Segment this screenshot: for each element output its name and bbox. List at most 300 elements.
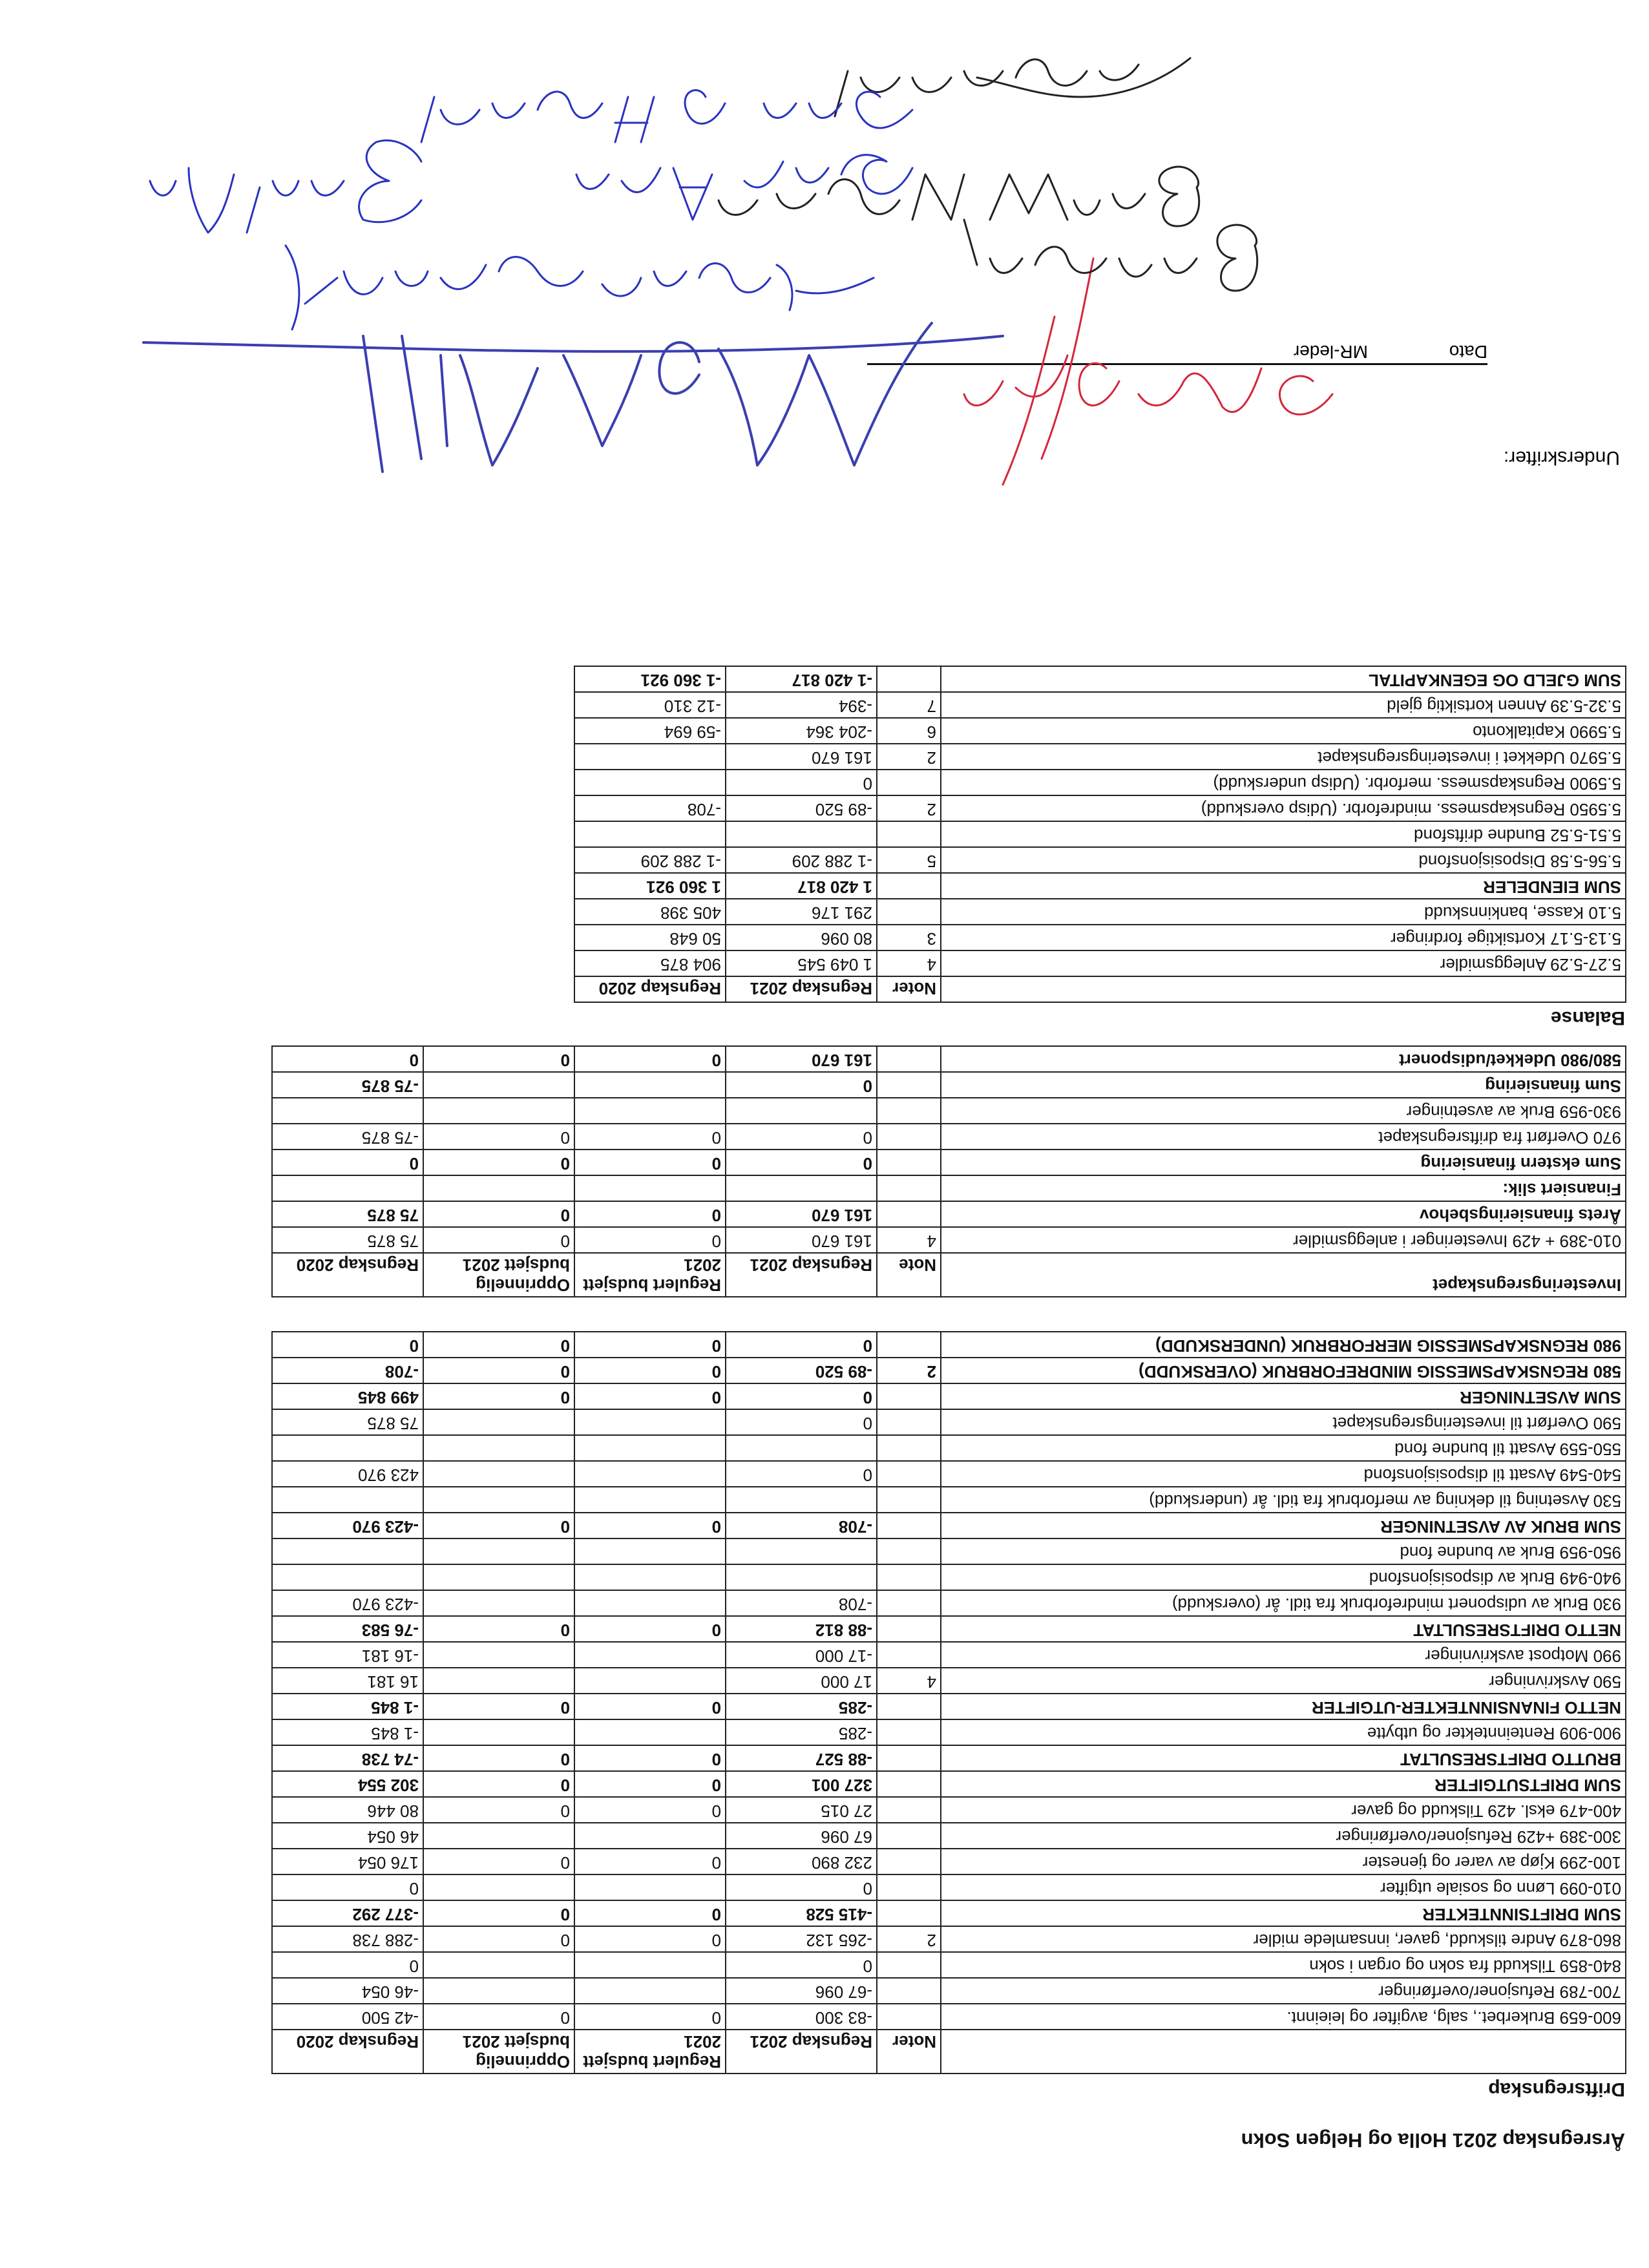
cell-regnskap-2021 (726, 1098, 877, 1124)
cell-regnskap-2021: 1 049 545 (726, 950, 877, 976)
cell-note: 2 (877, 744, 941, 770)
cell-regnskap-2020: -377 292 (272, 1900, 423, 1926)
balanse-row (574, 795, 1626, 821)
balanse-body (574, 666, 1626, 976)
cell-regnskap-2021 (726, 821, 877, 847)
cell-note (877, 1409, 941, 1435)
cell-regnskap-2020: -708 (574, 795, 726, 821)
signature-line (867, 363, 1487, 365)
cell-note (877, 1564, 941, 1590)
cell-regnskap-2021: 161 670 (726, 744, 877, 770)
cell-regnskap-2020 (272, 1564, 423, 1590)
driftsregnskap-row (272, 1616, 1626, 1642)
cell-regnskap-2021 (726, 1564, 877, 1590)
cell-description: Sum finansiering (941, 1072, 1626, 1098)
cell-regnskap-2020: 499 845 (272, 1383, 423, 1409)
driftsregnskap-row (272, 1590, 1626, 1616)
driftsregnskap-row (272, 1487, 1626, 1513)
cell-regnskap-2021: 161 670 (726, 1227, 877, 1253)
cell-regnskap-2020: 80 446 (272, 1797, 423, 1823)
dato-label: Dato (1449, 342, 1487, 362)
cell-note: 2 (877, 795, 941, 821)
driftsregnskap-row (272, 1435, 1626, 1461)
cell-description: 5.27-5.29 Anleggsmidler (941, 950, 1626, 976)
cell-regulert-budsjett: 0 (574, 1046, 726, 1072)
investeringsregnskap-row (272, 1098, 1626, 1124)
signature-trond-ness (150, 140, 421, 233)
cell-description: 600-659 Brukerbet., salg, avgifter og leieinnt. (941, 2004, 1626, 2030)
table-header-row (272, 1253, 1626, 1297)
cell-regnskap-2021: -67 096 (726, 1978, 877, 2004)
driftsregnskap-row (272, 1383, 1626, 1409)
cell-description: 540-549 Avsatt til disposisjonsfond (941, 1461, 1626, 1487)
cell-note (877, 1124, 941, 1150)
balanse-row (574, 925, 1626, 950)
cell-description: Sum ekstern finansiering (941, 1150, 1626, 1175)
cell-note: 3 (877, 925, 941, 950)
header-opprinnelig-budsjett: Opprinnelig budsjett 2021 (423, 2030, 574, 2074)
cell-opprinnelig-budsjett (423, 1823, 574, 1849)
cell-regnskap-2020: 423 970 (272, 1461, 423, 1487)
cell-description: 940-949 Bruk av disposisjonsfond (941, 1564, 1626, 1590)
cell-description: 530 Avsetning til dekning av merforbruk fra tidl. år (underskudd) (941, 1487, 1626, 1513)
balanse-row (574, 744, 1626, 770)
cell-regulert-budsjett (574, 1487, 726, 1513)
cell-regnskap-2021: 0 (726, 1150, 877, 1175)
header-investeringsregnskapet: Investeringsregnskapet (941, 1253, 1626, 1297)
cell-regnskap-2020 (272, 1098, 423, 1124)
cell-regnskap-2020: -75 875 (272, 1124, 423, 1150)
driftsregnskap-row (272, 1538, 1626, 1564)
cell-regnskap-2021: -285 (726, 1694, 877, 1719)
cell-description: 980 REGNSKAPSMESSIG MERFORBRUK (UNDERSKUDD) (941, 1332, 1626, 1358)
cell-regnskap-2020: 405 398 (574, 899, 726, 925)
header-regnskap-2021: Regnskap 2021 (726, 1253, 877, 1297)
cell-note (877, 1797, 941, 1823)
cell-regulert-budsjett (574, 1435, 726, 1461)
cell-description: 580 REGNSKAPSMESSIG MINDREFORBRUK (OVERSKUDD) (941, 1358, 1626, 1383)
investeringsregnskap-row (272, 1227, 1626, 1253)
cell-description: 990 Motpost avskrivninger (941, 1642, 1626, 1668)
header-description (941, 2030, 1626, 2074)
cell-regnskap-2020: -1 845 (272, 1719, 423, 1745)
cell-note (877, 1978, 941, 2004)
cell-regnskap-2020 (272, 1175, 423, 1201)
cell-regnskap-2020: -12 310 (574, 692, 726, 718)
cell-regnskap-2021: 161 670 (726, 1046, 877, 1072)
cell-note: 6 (877, 718, 941, 744)
cell-description: 5.5900 Regnskapsmess. merforbr. (Udisp underskudd) (941, 770, 1626, 795)
cell-opprinnelig-budsjett: 0 (423, 1797, 574, 1823)
driftsregnskap-row (272, 1358, 1626, 1383)
driftsregnskap-row (272, 1745, 1626, 1771)
cell-opprinnelig-budsjett (423, 1461, 574, 1487)
driftsregnskap-row (272, 1694, 1626, 1719)
cell-regnskap-2020 (272, 1487, 423, 1513)
cell-note (877, 1072, 941, 1098)
cell-regnskap-2020: 75 875 (272, 1227, 423, 1253)
cell-note: 2 (877, 1358, 941, 1383)
cell-regulert-budsjett (574, 1175, 726, 1201)
cell-regulert-budsjett (574, 1564, 726, 1590)
cell-description: 930-959 Bruk av avsetninger (941, 1098, 1626, 1124)
cell-description: 840-859 Tilskudd fra sokn og organ i sokn (941, 1952, 1626, 1978)
cell-description: SUM GJELD OG EGENKAPITAL (941, 666, 1626, 692)
cell-regnskap-2020: 75 875 (272, 1409, 423, 1435)
balanse-table (574, 666, 1626, 1003)
mr-leder-label: MR-leder (1293, 342, 1368, 362)
driftsregnskap-row (272, 1797, 1626, 1823)
cell-regulert-budsjett: 0 (574, 1926, 726, 1952)
cell-description: Finansiert slik: (941, 1175, 1626, 1201)
cell-note (877, 1046, 941, 1072)
cell-opprinnelig-budsjett (423, 1952, 574, 1978)
cell-note (877, 1616, 941, 1642)
cell-opprinnelig-budsjett: 0 (423, 1358, 574, 1383)
cell-regnskap-2020: 46 054 (272, 1823, 423, 1849)
cell-description: 950-959 Bruk av bundne fond (941, 1538, 1626, 1564)
cell-note: 4 (877, 1227, 941, 1253)
signature-eric-ahne (576, 155, 912, 220)
cell-description: 5.10 Kasse, bankinnskudd (941, 899, 1626, 925)
driftsregnskap-row (272, 1823, 1626, 1849)
cell-note (877, 1900, 941, 1926)
cell-regulert-budsjett: 0 (574, 1332, 726, 1358)
driftsregnskap-row (272, 1332, 1626, 1358)
cell-description: SUM EIENDELER (941, 873, 1626, 899)
cell-regulert-budsjett: 0 (574, 1900, 726, 1926)
cell-regnskap-2020: 50 648 (574, 925, 726, 950)
cell-note: 4 (877, 1668, 941, 1694)
cell-regulert-budsjett (574, 1538, 726, 1564)
cell-description: 5.5970 Udekket i investeringsregnskapet (941, 744, 1626, 770)
cell-description: 010-389 + 429 Investeringer i anleggsmidler (941, 1227, 1626, 1253)
cell-opprinnelig-budsjett (423, 1642, 574, 1668)
cell-regnskap-2021: 0 (726, 1874, 877, 1900)
cell-regnskap-2021: -415 528 (726, 1900, 877, 1926)
cell-note (877, 1874, 941, 1900)
cell-regnskap-2021: 0 (726, 1952, 877, 1978)
cell-regulert-budsjett (574, 1098, 726, 1124)
cell-regnskap-2021: -17 000 (726, 1642, 877, 1668)
cell-regnskap-2020: 0 (272, 1332, 423, 1358)
table-header-row (272, 2030, 1626, 2074)
cell-note (877, 1461, 941, 1487)
driftsregnskap-row (272, 1771, 1626, 1797)
cell-regnskap-2020: 302 554 (272, 1771, 423, 1797)
cell-note (877, 1745, 941, 1771)
cell-description: Årets finansieringsbehov (941, 1201, 1626, 1227)
cell-regnskap-2021: -394 (726, 692, 877, 718)
cell-note (877, 1952, 941, 1978)
cell-regnskap-2020: -1 360 921 (574, 666, 726, 692)
cell-note (877, 1487, 941, 1513)
investeringsregnskap-row (272, 1072, 1626, 1098)
investeringsregnskap-row (272, 1124, 1626, 1150)
cell-regnskap-2020: 16 181 (272, 1668, 423, 1694)
cell-opprinnelig-budsjett: 0 (423, 1046, 574, 1072)
cell-regulert-budsjett (574, 1874, 726, 1900)
cell-description: 400-479 eksl. 429 Tilskudd og gaver (941, 1797, 1626, 1823)
cell-regnskap-2021: 17 000 (726, 1668, 877, 1694)
cell-opprinnelig-budsjett: 0 (423, 1900, 574, 1926)
cell-opprinnelig-budsjett (423, 1668, 574, 1694)
cell-regnskap-2020: 0 (272, 1952, 423, 1978)
signature-helge-skjerdal (835, 58, 1190, 116)
driftsregnskap-row (272, 1461, 1626, 1487)
driftsregnskap-row (272, 1900, 1626, 1926)
cell-opprinnelig-budsjett: 0 (423, 1332, 574, 1358)
cell-regulert-budsjett: 0 (574, 1797, 726, 1823)
cell-regnskap-2020 (574, 770, 726, 795)
cell-opprinnelig-budsjett (423, 1098, 574, 1124)
cell-regnskap-2021: -89 520 (726, 795, 877, 821)
cell-regulert-budsjett: 0 (574, 1383, 726, 1409)
cell-regulert-budsjett: 0 (574, 1150, 726, 1175)
cell-regulert-budsjett: 0 (574, 1616, 726, 1642)
driftsregnskap-title: Driftsregnskap (1488, 2079, 1625, 2100)
cell-description: 5.32-5.39 Annen kortsiktig gjeld (941, 692, 1626, 718)
cell-opprinnelig-budsjett: 0 (423, 1150, 574, 1175)
cell-description: 010-099 Lønn og sosiale utgifter (941, 1874, 1626, 1900)
balanse-row (574, 692, 1626, 718)
cell-regnskap-2021: 1 420 817 (726, 873, 877, 899)
driftsregnskap-row (272, 1513, 1626, 1538)
cell-note: 4 (877, 950, 941, 976)
cell-regulert-budsjett: 0 (574, 1513, 726, 1538)
cell-description: 970 Overført fra driftsregnskapet (941, 1124, 1626, 1150)
cell-regnskap-2021: 0 (726, 1409, 877, 1435)
balanse-row (574, 950, 1626, 976)
cell-regnskap-2021: -1 420 817 (726, 666, 877, 692)
cell-regnskap-2020: -59 694 (574, 718, 726, 744)
cell-regulert-budsjett: 0 (574, 2004, 726, 2030)
cell-regnskap-2021: -1 288 209 (726, 847, 877, 873)
cell-regnskap-2020 (272, 1538, 423, 1564)
header-regnskap-2020: Regnskap 2020 (574, 976, 726, 1002)
cell-regnskap-2021: 0 (726, 1332, 877, 1358)
cell-description: NETTO FINANSINNTEKTER-UTGIFTER (941, 1694, 1626, 1719)
cell-description: 5.56-5.58 Disposisjonsfond (941, 847, 1626, 873)
cell-description: 5.5950 Regnskapsmess. mindreforbr. (Udisp overskudd) (941, 795, 1626, 821)
cell-note (877, 1435, 941, 1461)
cell-note (877, 1383, 941, 1409)
cell-note (877, 1823, 941, 1849)
balanse-row (574, 666, 1626, 692)
cell-regnskap-2021: 67 096 (726, 1823, 877, 1849)
cell-note (877, 666, 941, 692)
cell-regnskap-2020: -1 845 (272, 1694, 423, 1719)
cell-note (877, 1150, 941, 1175)
cell-regnskap-2020: 176 054 (272, 1849, 423, 1874)
cell-regnskap-2021: 0 (726, 770, 877, 795)
cell-opprinnelig-budsjett (423, 1409, 574, 1435)
balanse-row (574, 821, 1626, 847)
header-noter: Noter (877, 976, 941, 1002)
cell-regnskap-2021: 0 (726, 1124, 877, 1150)
cell-note: 7 (877, 692, 941, 718)
cell-regulert-budsjett: 0 (574, 1745, 726, 1771)
cell-regnskap-2020 (574, 821, 726, 847)
investeringsregnskap-row (272, 1175, 1626, 1201)
cell-regnskap-2020: -16 181 (272, 1642, 423, 1668)
driftsregnskap-row (272, 1952, 1626, 1978)
cell-regnskap-2020: -74 738 (272, 1745, 423, 1771)
cell-description: 550-559 Avsatt til bundne fond (941, 1435, 1626, 1461)
cell-regulert-budsjett: 0 (574, 1771, 726, 1797)
header-opprinnelig-budsjett: Opprinnelig budsjett 2021 (423, 1253, 574, 1297)
cell-regulert-budsjett (574, 1409, 726, 1435)
cell-opprinnelig-budsjett: 0 (423, 2004, 574, 2030)
cell-note: 5 (877, 847, 941, 873)
cell-regnskap-2021: 80 096 (726, 925, 877, 950)
cell-regnskap-2021: -88 812 (726, 1616, 877, 1642)
header-regnskap-2021: Regnskap 2021 (726, 976, 877, 1002)
cell-regnskap-2021: 0 (726, 1383, 877, 1409)
document-body (134, 666, 1626, 2152)
cell-regulert-budsjett (574, 1461, 726, 1487)
cell-opprinnelig-budsjett (423, 1590, 574, 1616)
cell-regulert-budsjett (574, 1590, 726, 1616)
cell-regnskap-2020: -46 054 (272, 1978, 423, 2004)
cell-opprinnelig-budsjett (423, 1435, 574, 1461)
cell-regulert-budsjett (574, 1719, 726, 1745)
cell-description: 900-909 Renteinntekter og utbytte (941, 1719, 1626, 1745)
cell-regnskap-2021: -204 364 (726, 718, 877, 744)
underskrifter-label: Underskrifter: (1503, 447, 1620, 468)
cell-opprinnelig-budsjett: 0 (423, 1745, 574, 1771)
signature-stein-gjelde (964, 258, 1332, 485)
cell-opprinnelig-budsjett: 0 (423, 1513, 574, 1538)
driftsregnskap-row (272, 1849, 1626, 1874)
cell-description: NETTO DRIFTSRESULTAT (941, 1616, 1626, 1642)
driftsregnskap-table (271, 1331, 1626, 2074)
cell-regnskap-2021 (726, 1175, 877, 1201)
header-regnskap-2020: Regnskap 2020 (272, 1253, 423, 1297)
header-regnskap-2021: Regnskap 2021 (726, 2030, 877, 2074)
balanse-row (574, 770, 1626, 795)
signature-thomas-lyngstad (286, 246, 874, 330)
cell-regnskap-2021: 327 001 (726, 1771, 877, 1797)
cell-regnskap-2020: 0 (272, 1046, 423, 1072)
cell-note (877, 1538, 941, 1564)
cell-description: SUM DRIFTSINNTEKTER (941, 1900, 1626, 1926)
cell-note (877, 821, 941, 847)
cell-regnskap-2020: 0 (272, 1874, 423, 1900)
cell-description: BRUTTO DRIFTSRESULTAT (941, 1745, 1626, 1771)
cell-description: SUM BRUK AV AVSETNINGER (941, 1513, 1626, 1538)
cell-opprinnelig-budsjett: 0 (423, 1124, 574, 1150)
cell-regulert-budsjett: 0 (574, 1124, 726, 1150)
balanse-row (574, 873, 1626, 899)
driftsregnskap-row (272, 1926, 1626, 1952)
cell-opprinnelig-budsjett: 0 (423, 1383, 574, 1409)
investeringsregnskap-row (272, 1046, 1626, 1072)
driftsregnskap-row (272, 1719, 1626, 1745)
driftsregnskap-body (272, 1332, 1626, 2030)
driftsregnskap-row (272, 2004, 1626, 2030)
cell-description: 930 Bruk av udisponert mindreforbruk fra tidl. år (overskudd) (941, 1590, 1626, 1616)
driftsregnskap-row (272, 1668, 1626, 1694)
cell-regnskap-2021: -83 300 (726, 2004, 877, 2030)
header-description (941, 976, 1626, 1002)
cell-regulert-budsjett: 0 (574, 1201, 726, 1227)
cell-opprinnelig-budsjett (423, 1719, 574, 1745)
cell-regnskap-2021: 232 890 (726, 1849, 877, 1874)
investeringsregnskap-row (272, 1201, 1626, 1227)
investeringsregnskap-row (272, 1150, 1626, 1175)
cell-regnskap-2021: 27 015 (726, 1797, 877, 1823)
cell-opprinnelig-budsjett (423, 1564, 574, 1590)
cell-regulert-budsjett: 0 (574, 1849, 726, 1874)
cell-opprinnelig-budsjett (423, 1487, 574, 1513)
cell-note (877, 1694, 941, 1719)
cell-opprinnelig-budsjett: 0 (423, 1771, 574, 1797)
cell-regnskap-2021: 291 176 (726, 899, 877, 925)
header-regnskap-2020: Regnskap 2020 (272, 2030, 423, 2074)
driftsregnskap-row (272, 1642, 1626, 1668)
cell-regnskap-2020: -75 875 (272, 1072, 423, 1098)
cell-note (877, 1771, 941, 1797)
cell-regnskap-2021: 0 (726, 1461, 877, 1487)
cell-regnskap-2021: -89 520 (726, 1358, 877, 1383)
cell-note (877, 770, 941, 795)
cell-regnskap-2020: -423 970 (272, 1513, 423, 1538)
cell-description: 590 Avskrivninger (941, 1668, 1626, 1694)
cell-regulert-budsjett (574, 1072, 726, 1098)
cell-regnskap-2021: 161 670 (726, 1201, 877, 1227)
cell-regnskap-2020: -423 970 (272, 1590, 423, 1616)
driftsregnskap-row (272, 1978, 1626, 2004)
cell-note (877, 1719, 941, 1745)
cell-description: 590 Overført til investeringsregnskapet (941, 1409, 1626, 1435)
cell-note: 2 (877, 1926, 941, 1952)
cell-regulert-budsjett (574, 1823, 726, 1849)
balanse-row (574, 847, 1626, 873)
balanse-title: Balanse (1550, 1007, 1625, 1029)
signature-mari-viell (143, 323, 1003, 472)
cell-note (877, 1849, 941, 1874)
cell-regnskap-2020: 0 (272, 1150, 423, 1175)
cell-regnskap-2020: -42 500 (272, 2004, 423, 2030)
cell-regnskap-2020: -288 738 (272, 1926, 423, 1952)
header-regulert-budsjett: Regulert budsjett 2021 (574, 1253, 726, 1297)
cell-note (877, 2004, 941, 2030)
cell-note (877, 899, 941, 925)
cell-note (877, 1642, 941, 1668)
cell-regnskap-2021 (726, 1435, 877, 1461)
cell-description: 580/980 Udekket/udisponert (941, 1046, 1626, 1072)
cell-regnskap-2020: 1 360 921 (574, 873, 726, 899)
cell-description: SUM DRIFTSUTGIFTER (941, 1771, 1626, 1797)
cell-regulert-budsjett (574, 1978, 726, 2004)
signature-bjorn-bruved (964, 220, 1257, 291)
cell-description: 700-789 Refusjoner/overføringer (941, 1978, 1626, 2004)
cell-opprinnelig-budsjett (423, 1072, 574, 1098)
signature-fane-hjelseth (421, 90, 912, 142)
cell-regnskap-2021: -285 (726, 1719, 877, 1745)
cell-opprinnelig-budsjett: 0 (423, 1926, 574, 1952)
cell-regnskap-2021: -265 132 (726, 1926, 877, 1952)
cell-regulert-budsjett: 0 (574, 1227, 726, 1253)
cell-opprinnelig-budsjett: 0 (423, 1616, 574, 1642)
balanse-row (574, 718, 1626, 744)
cell-description: 100-299 Kjøp av varer og tjenester (941, 1849, 1626, 1874)
cell-description: 5.5990 Kapitalkonto (941, 718, 1626, 744)
cell-regulert-budsjett: 0 (574, 1358, 726, 1383)
driftsregnskap-row (272, 1409, 1626, 1435)
header-regulert-budsjett: Regulert budsjett 2021 (574, 2030, 726, 2074)
